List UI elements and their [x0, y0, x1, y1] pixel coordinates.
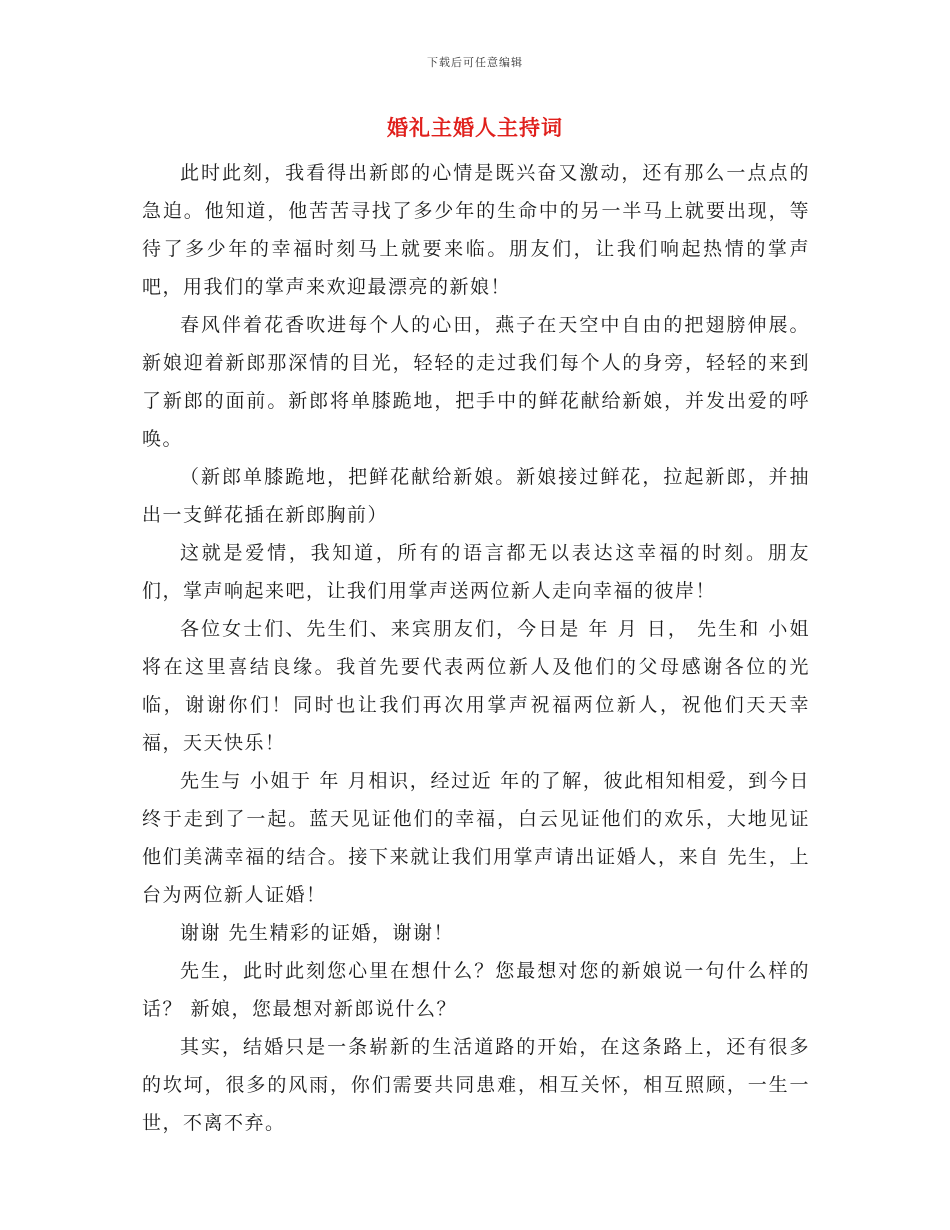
paragraph: （新郎单膝跪地，把鲜花献给新娘。新娘接过鲜花，拉起新郎，并抽出一支鲜花插在新郎胸前） — [142, 466, 810, 526]
paragraph: 此时此刻，我看得出新郎的心情是既兴奋又激动，还有那么一点点的急迫。他知道，他苦苦寻找了多少年的生命中的另一半马上就要出现，等待了多少年的幸福时刻马上就要来临。朋友们，让我们响起热情的掌声吧，用我们的掌声来欢迎最漂亮的新娘！ — [142, 162, 810, 298]
paragraph: 这就是爱情，我知道，所有的语言都无以表达这幸福的时刻。朋友们，掌声响起来吧，让我们用掌声送两位新人走向幸福的彼岸！ — [142, 542, 810, 602]
document-body — [142, 154, 810, 1142]
paragraph: 春风伴着花香吹进每个人的心田，燕子在天空中自由的把翅膀伸展。新娘迎着新郎那深情的目光，轻轻的走过我们每个人的身旁，轻轻的来到了新郎的面前。新郎将单膝跪地，把手中的鲜花献给新娘，并发出爱的呼唤。 — [142, 314, 810, 450]
document-title: 婚礼主婚人主持词 — [387, 115, 563, 140]
paragraph: 各位女士们、先生们、来宾朋友们，今日是 年 月 日， 先生和 小姐将在这里喜结良缘。我首先要代表两位新人及他们的父母感谢各位的光临，谢谢你们！同时也让我们再次用掌声祝福两位新人，祝他们天天幸福，天天快乐！ — [142, 618, 810, 754]
paragraph: 先生，此时此刻您心里在想什么？您最想对您的新娘说一句什么样的话？ 新娘，您最想对新郎说什么？ — [142, 960, 810, 1020]
paragraph: 其实，结婚只是一条崭新的生活道路的开始，在这条路上，还有很多的坎坷，很多的风雨，你们需要共同患难，相互关怀，相互照顾，一生一世，不离不弃。 — [142, 1036, 810, 1134]
paragraph: 谢谢 先生精彩的证婚，谢谢！ — [180, 922, 455, 944]
paragraph: 先生与 小姐于 年 月相识，经过近 年的了解，彼此相知相爱，到今日终于走到了一起。蓝天见证他们的幸福，白云见证他们的欢乐，大地见证他们美满幸福的结合。接下来就让我们用掌声请出证婚人，来自 先生，上台为两位新人证婚！ — [142, 770, 810, 906]
page-header-note: 下载后可任意编辑 — [427, 56, 523, 69]
